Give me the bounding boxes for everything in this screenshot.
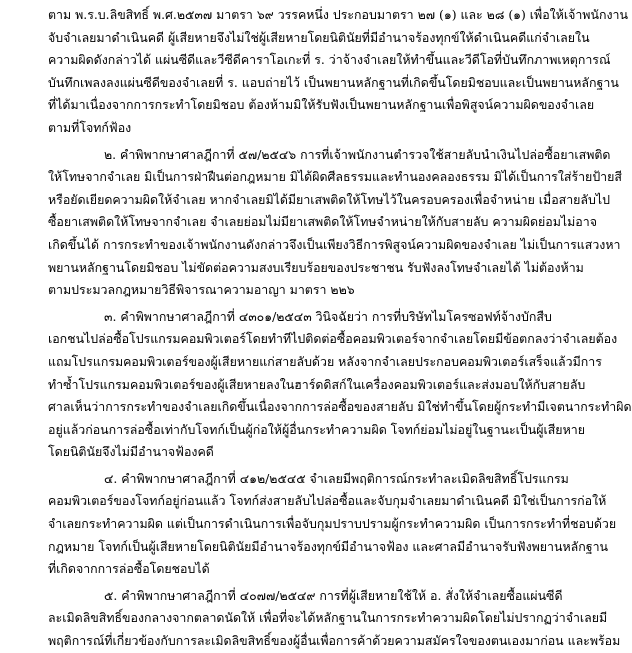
text-line: จับจำเลยมาดำเนินคดี ผู้เสียหายจึงไม่ใช่ผู้เสียหายโดยนิตินัยที่มีอำนาจร้องทุกข์ให้ดำเนินคดีแก่จำเลยใน (48, 29, 590, 45)
text-line: ที่ได้มาเนื่องจากการกระทำโดยมิชอบ ต้องห้ามมิให้รับฟังเป็นพยานหลักฐานเพื่อพิสูจน์ความผิดของจำเลย (48, 97, 595, 113)
text-line: หรือยัดเยียดความผิดให้จำเลย หากจำเลยมิได้มียาเสพติดให้โทษไว้ในครอบครองเพื่อจำหน่าย เมื่อสายลับไป (48, 191, 610, 207)
text-line: อยู่แล้วก่อนการล่อซื้อเท่ากับโจทก์เป็นผู้ก่อให้ผู้อื่นกระทำความผิด โจทก์ย่อมไม่อยู่ในฐานะเป็นผู้เสียหาย (48, 421, 585, 437)
text-line: เอกชนไปล่อซื้อโปรแกรมคอมพิวเตอร์โดยทำทีไปติดต่อซื้อคอมพิวเตอร์จากจำเลยโดยมีข้อตกลงว่าจำเลยต้อง (48, 331, 618, 347)
text-line: พฤติการณ์ที่เกี่ยวข้องกับการละเมิดลิขสิทธิ์ของผู้อื่นเพื่อการค้าด้วยความสมัครใจของตนเองมาก่อน และพร้อม (48, 633, 621, 649)
text-line: โดยนิตินัยจึงไม่มีอำนาจฟ้องคดี (48, 444, 214, 460)
text-line: ทำซ้ำโปรแกรมคอมพิวเตอร์ของผู้เสียหายลงในฮาร์ดดิสก์ในเครื่องคอมพิวเตอร์และส่งมอบให้กับสายลับ (48, 376, 586, 392)
text-line: พยานหลักฐานโดยมิชอบ ไม่ขัดต่อความสงบเรียบร้อยของประชาชน รับฟังลงโทษจำเลยได้ ไม่ต้องห้าม (48, 259, 584, 275)
text-line: บันทึกเพลงลงแผ่นซีดีของจำเลยที่ ร. แอบถ่ายไว้ เป็นพยานหลักฐานที่เกิดขึ้นโดยมิชอบและเป็นพยานหลักฐาน (48, 74, 619, 90)
text-line: ศาลเห็นว่าการกระทำของจำเลยเกิดขึ้นเนื่องจากการล่อซื้อของสายลับ มิใช่ทำขึ้นโดยผู้กระทำมีเจตนากระทำผิด (48, 399, 632, 415)
text-line: ละเมิดลิขสิทธิ์ของกลางจากตลาดนัดให้ เพื่อที่จะได้หลักฐานในการกระทำความผิดโดยไม่ปรากฏว่าจำเลยมี (48, 610, 608, 626)
text-line: ซื้อยาเสพติดให้โทษจากจำเลย จำเลยย่อมไม่มียาเสพติดให้โทษจำหน่ายให้กับสายลับ ความผิดย่อมไม่อาจ (48, 214, 597, 230)
text-line: ๕. คำพิพากษาศาลฎีกาที่ ๔๐๗๗/๒๕๔๙ การที่ผู้เสียหายใช้ให้ อ. สั่งให้จำเลยซื้อแผ่นซีดี (104, 587, 563, 603)
text-line: ๓. คำพิพากษาศาลฎีกาที่ ๔๓๐๑/๒๕๔๓ วินิจฉัยว่า การที่บริษัทไมโครซอฟท์จ้างบักสืบ (104, 308, 552, 324)
text-line: จำเลยกระทำความผิด แต่เป็นการดำเนินการเพื่อจับกุมปราบปรามผู้กระทำความผิด เป็นการกระทำที่ชอบด้วย (48, 516, 617, 532)
paragraph-2 (48, 144, 622, 302)
text-line: คอมพิวเตอร์ของโจทก์อยู่ก่อนแล้ว โจทก์ส่งสายลับไปล่อซื้อและจับกุมจำเลยมาดำเนินคดี มิใช่เป็นการก่อให้ (48, 493, 607, 509)
paragraph-3 (48, 306, 632, 464)
paragraph-5 (48, 585, 621, 653)
text-line: กฎหมาย โจทก์เป็นผู้เสียหายโดยนิตินัยมีอำนาจร้องทุกข์มีอำนาจฟ้อง และศาลมีอำนาจรับฟังพยานหลักฐาน (48, 538, 609, 554)
text-line: เกิดขึ้นได้ การกระทำของเจ้าพนักงานดังกล่าวจึงเป็นเพียงวิธีการพิสูจน์ความผิดของจำเลย ไม่เป็นการแสวงหา (48, 236, 621, 252)
text-line: ให้โทษจากจำเลย มิเป็นการฝ่าฝืนต่อกฎหมาย มิได้ผิดศีลธรรมและทำนองคลองธรรม มิได้เป็นการใส่ร้ายป้ายสี (48, 169, 622, 185)
text-line: ๔. คำพิพากษาศาลฎีกาที่ ๔๑๒/๒๕๔๕ จำเลยมีพฤติการณ์กระทำละเมิดลิขสิทธิ์โปรแกรม (104, 470, 569, 486)
text-line: ความผิดดังกล่าวได้ แผ่นซีดีและวีซีดีคาราโอเกะที่ ร. ว่าจ้างจำเลยให้ทำขึ้นและวีดีโอที่บันทึกภาพเหตุการณ์ (48, 52, 611, 68)
text-line: ที่เกิดจากการล่อซื้อโดยชอบได้ (48, 561, 210, 577)
paragraph-4 (48, 468, 617, 581)
text-line: ตาม พ.ร.บ.ลิขสิทธิ์ พ.ศ.๒๕๓๗ มาตรา ๖๙ วรรคหนึ่ง ประกอบมาตรา ๒๗ (๑) และ ๒๘ (๑) เพื่อให้เจ้าพนักงาน (48, 7, 628, 22)
text-line: ตามที่โจทก์ฟ้อง (48, 119, 132, 135)
text-line: ๒. คำพิพากษาศาลฎีกาที่ ๕๗/๒๕๔๖ การที่เจ้าพนักงานตำรวจใช้สายลับนำเงินไปล่อซื้อยาเสพติด (104, 146, 611, 162)
text-line: แถมโปรแกรมคอมพิวเตอร์ของผู้เสียหายแก่สายลับด้วย หลังจากจำเลยประกอบคอมพิวเตอร์เสร็จแล้วมีการ (48, 353, 602, 369)
text-line: ตามประมวลกฎหมายวิธีพิจารณาความอาญา มาตรา ๒๒๖ (48, 282, 355, 298)
paragraph-1 (48, 4, 628, 140)
